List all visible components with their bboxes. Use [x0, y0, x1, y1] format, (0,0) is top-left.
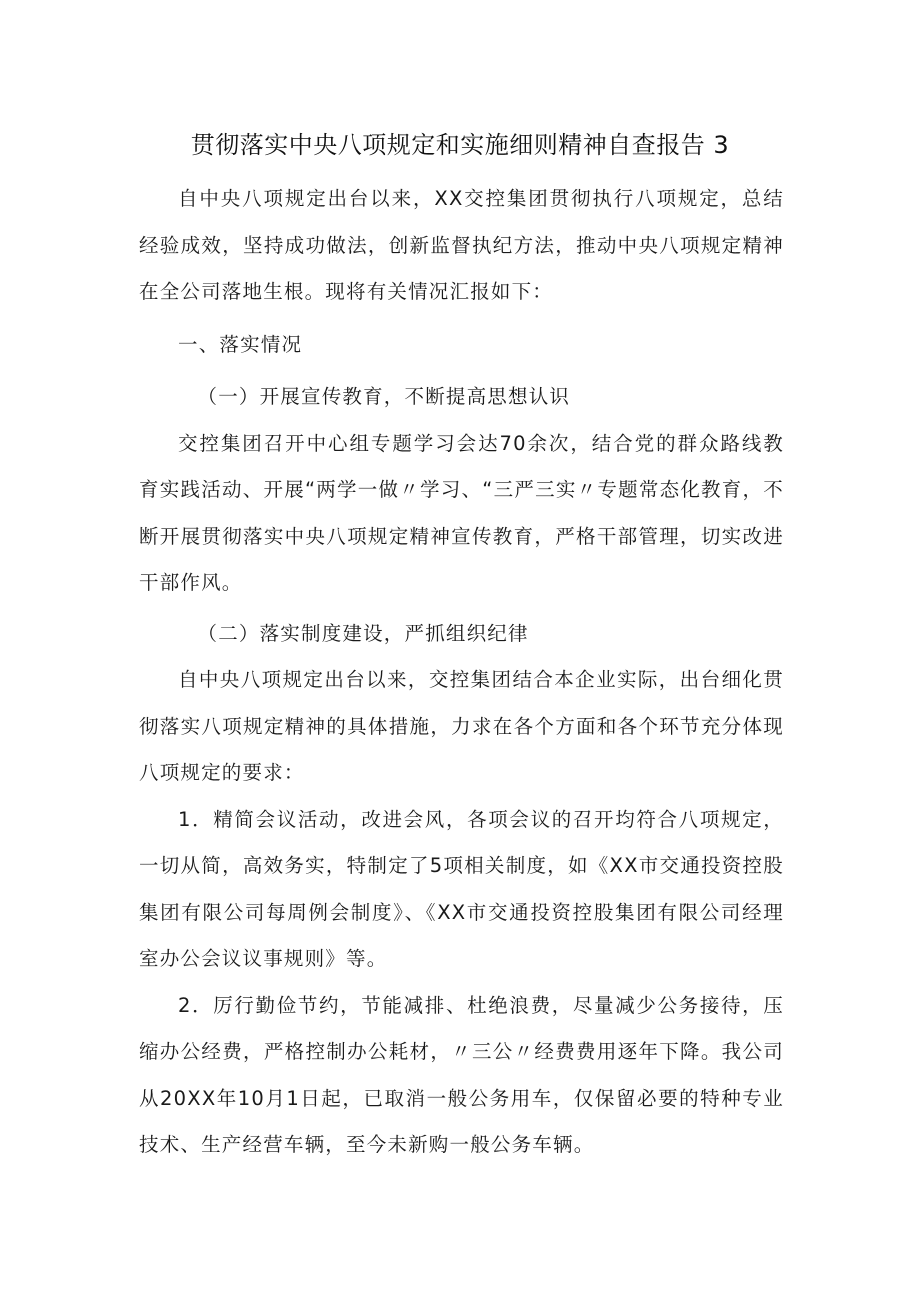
paragraph-item-2: 2．厉行勤俭节约，节能减排、杜绝浪费，尽量减少公务接待，压缩办公经费，严格控制办公耗材，〃三公〃经费费用逐年下降。我公司从20XX年10月1日起，已取消一般公务用车，仅保留必要的特种专业技术、生产经营车辆，至今未新购一般公务车辆。 — [139, 993, 784, 1156]
subsection-heading-institution: （二）落实制度建设，严抓组织纪律 — [197, 621, 529, 645]
document-title: 贯彻落实中央八项规定和实施细则精神自查报告 3 — [190, 131, 730, 159]
paragraph-institution: 自中央八项规定出台以来，交控集团结合本企业实际，出台细化贯彻落实八项规定精神的具体措施，力求在各个方面和各个环节充分体现八项规定的要求： — [139, 668, 784, 784]
section-heading-implementation: 一、落实情况 — [178, 332, 303, 356]
paragraph-intro: 自中央八项规定出台以来，XX交控集团贯彻执行八项规定，总结经验成效，坚持成功做法，创新监督执纪方法，推动中央八项规定精神在全公司落地生根。现将有关情况汇报如下： — [139, 187, 784, 303]
subsection-heading-education: （一）开展宣传教育，不断提高思想认识 — [197, 385, 571, 408]
paragraph-item-1: 1．精简会议活动，改进会风，各项会议的召开均符合八项规定，一切从简，高效务实，特制定了5项相关制度，如《XX市交通投资控股集团有限公司每周例会制度》、《XX市交通投资控股集团有限公司经理室办公会议议事规则》等。 — [139, 807, 784, 970]
paragraph-education: 交控集团召开中心组专题学习会达70余次，结合党的群众路线教育实践活动、开展“两学一做〃学习、“三严三实〃专题常态化教育，不断开展贯彻落实中央八项规定精神宣传教育，严格干部管理，切实改进干部作风。 — [139, 431, 784, 594]
document-body — [139, 176, 784, 1169]
